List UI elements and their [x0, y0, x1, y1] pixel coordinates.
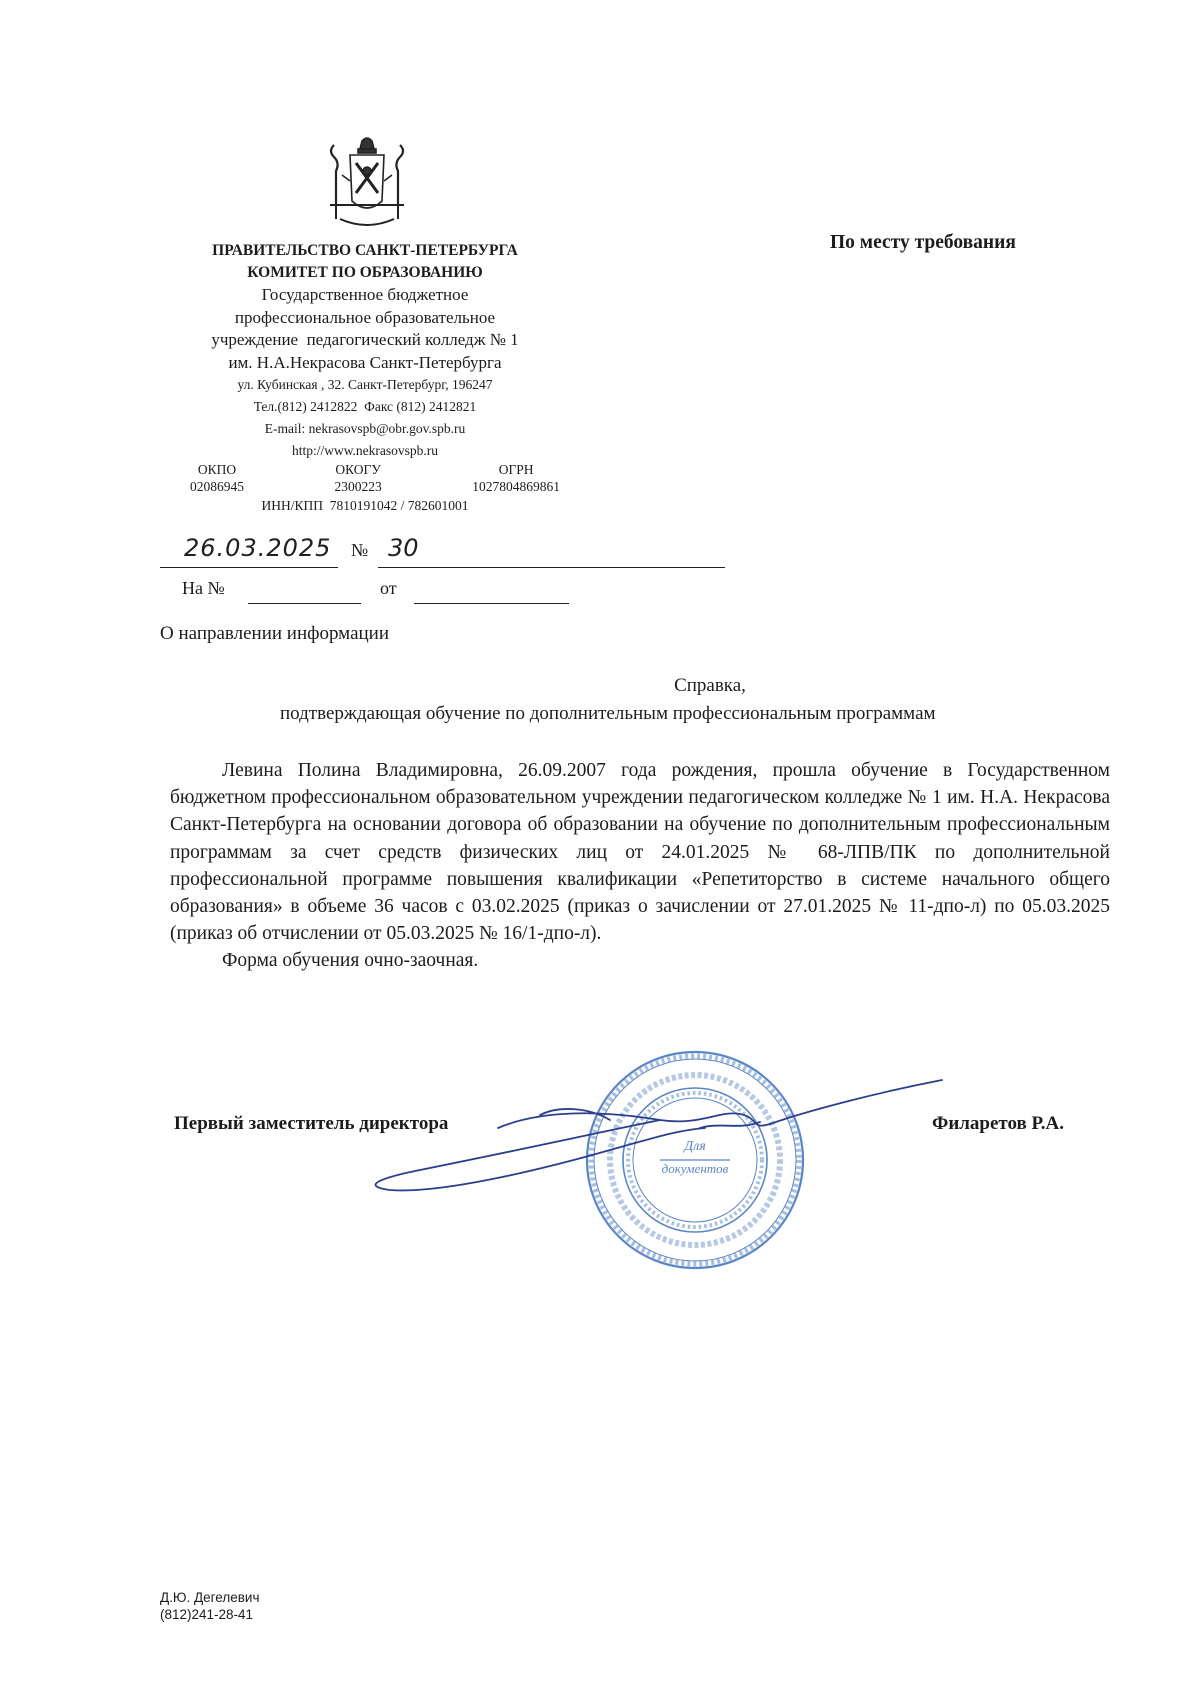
handwritten-number: 30	[388, 534, 419, 562]
institution-line-3: учреждение педагогический колледж № 1	[211, 330, 519, 349]
signatory-name: Филаретов Р.А.	[932, 1113, 1064, 1134]
institution-line-4: им. Н.А.Некрасова Санкт-Петербурга	[228, 352, 502, 372]
registration-line	[160, 534, 570, 570]
phone-fax: Тел.(812) 2412822 Факс (812) 2412821	[253, 399, 477, 414]
ref-date-underline	[414, 603, 569, 604]
org-government: ПРАВИТЕЛЬСТВО САНКТ-ПЕТЕРБУРГА	[212, 242, 518, 259]
coat-of-arms-icon	[322, 135, 412, 231]
institution-line-1: Государственное бюджетное	[261, 285, 469, 304]
ref-number-underline	[248, 603, 361, 604]
stamp-text: документов	[661, 1161, 729, 1176]
code-label: ОКПО	[197, 462, 237, 477]
date-underline	[160, 567, 338, 568]
registry-codes	[170, 462, 560, 495]
address: ул. Кубинская , 32. Санкт-Петербург, 196247	[237, 377, 493, 392]
doc-subtitle: подтверждающая обучение по дополнительным профессиональным программам	[280, 703, 936, 724]
executor-phone: (812)241-28-41	[160, 1606, 254, 1622]
code-okpo	[190, 462, 244, 495]
letterhead	[170, 240, 560, 517]
code-value: 02086945	[190, 478, 244, 494]
number-underline	[378, 567, 725, 568]
body-paragraph: Форма обучения очно-заочная.	[222, 950, 479, 972]
email: E-mail: nekrasovspb@obr.gov.spb.ru	[264, 421, 466, 436]
code-ogrn	[472, 462, 560, 495]
ref-number-label: На №	[182, 578, 225, 598]
executor-name: Д.Ю. Дегелевич	[160, 1590, 260, 1605]
code-value: 1027804869861	[472, 478, 560, 494]
doc-title: Справка,	[674, 675, 746, 696]
ref-from-label: от	[380, 578, 397, 598]
handwritten-signature	[360, 1070, 950, 1200]
body-text	[170, 757, 1110, 975]
recipient: По месту требования	[830, 232, 1016, 253]
institution-line-2: профессиональное образовательное	[234, 307, 496, 327]
number-sign: №	[351, 540, 369, 560]
footer-executor	[160, 1590, 260, 1623]
code-label: ОКОГУ	[335, 462, 381, 477]
org-committee: КОМИТЕТ ПО ОБРАЗОВАНИЮ	[247, 264, 483, 281]
code-value: 2300223	[334, 478, 382, 494]
body-paragraph: Левина Полина Владимировна, 26.09.2007 года рождения, прошла обучение в Государственном бюджетном профессиональном образовательном учреждении педагогическом колледже № 1 им. Н.А. Некрасова Санкт-Петербурга на основании договора об образовании на обучение по дополнительным профессиональным программам за счет средств физических лиц от 24.01.2025 № 68-ЛПВ/ПК по дополнительной профессиональной программе повышения квалификации «Репетиторство в системе начального общего образования» в объеме 36 часов с 03.02.2025 (приказ о зачислении от 27.01.2025 № 11-дпо-л) по 05.03.2025 (приказ об отчислении от 05.03.2025 № 16/1-дпо-л).	[170, 760, 1110, 945]
inn-kpp: ИНН/КПП 7810191042 / 782601001	[261, 498, 469, 513]
handwritten-date: 26.03.2025	[184, 534, 332, 562]
stamp-text: Для	[684, 1139, 706, 1154]
website: http://www.nekrasovspb.ru	[291, 443, 439, 458]
code-label: ОГРН	[498, 462, 534, 477]
code-okogu	[335, 462, 382, 495]
reference-line	[182, 578, 582, 608]
signatory-role: Первый заместитель директора	[174, 1113, 449, 1134]
subject: О направлении информации	[160, 623, 390, 644]
